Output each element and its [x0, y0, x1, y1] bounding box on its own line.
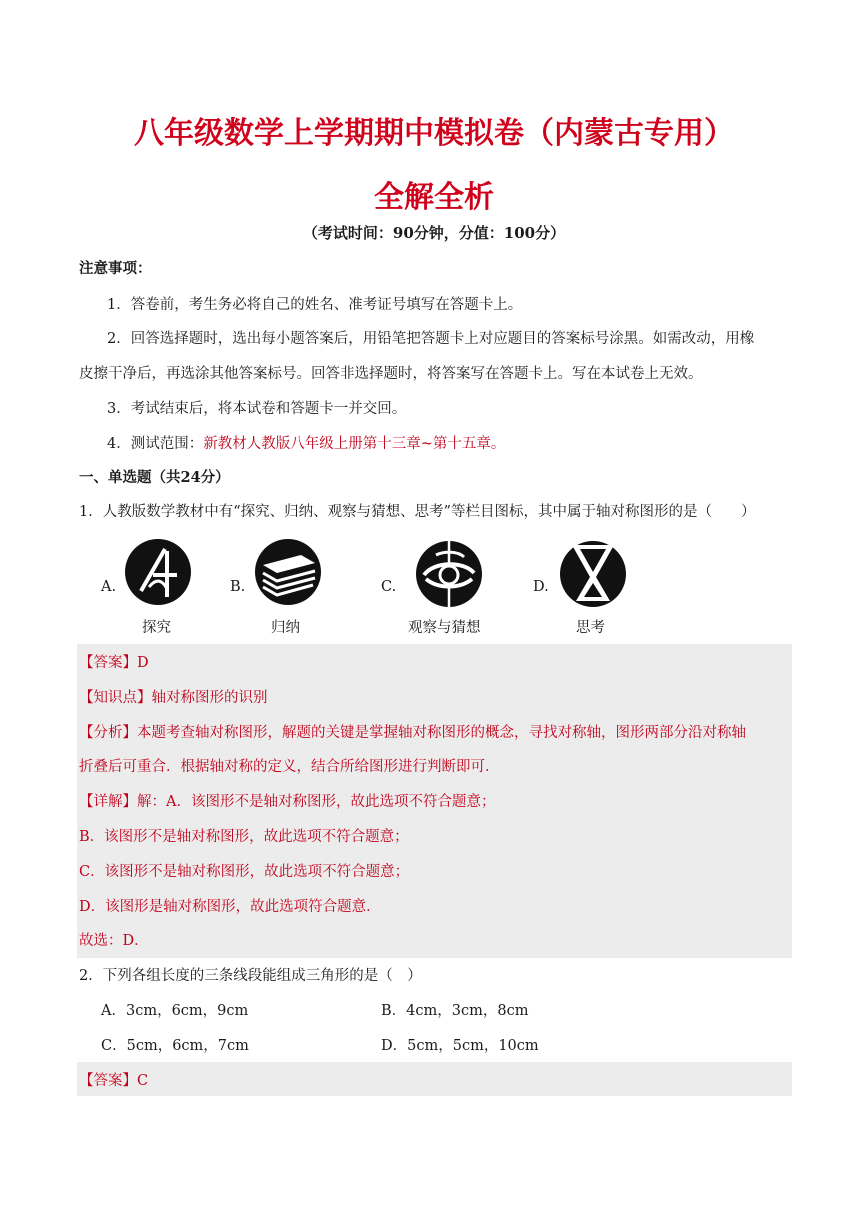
exam-info: （考试时间：90分钟，分值：100分） [302, 224, 566, 242]
q1-detail-line-1: 【详解】解：A．该图形不是轴对称图形，故此选项不符合题意； [79, 794, 496, 810]
notice-item-3: 3．考试结束后，将本试卷和答题卡一并交回。 [107, 401, 407, 417]
notice-item-2: 2．回答选择题时，选出每小题答案后，用铅笔把答题卡上对应题目的答案标号涂黑。如需改动，用橡 [107, 331, 755, 347]
section-heading: 一、单选题（共24分） [79, 469, 230, 486]
q2-option-d: D．5cm，5cm，10cm [381, 1038, 539, 1054]
page-title: 八年级数学上学期期中模拟卷（内蒙古专用） [134, 116, 734, 151]
explore-icon [123, 537, 193, 607]
q1-detail-line-2: B．该图形不是轴对称图形，故此选项不符合题意； [79, 829, 409, 845]
q1-knowledge: 【知识点】轴对称图形的识别 [79, 690, 268, 706]
q1-conclusion: 故选：D． [79, 933, 149, 949]
page-subtitle: 全解全析 [374, 180, 494, 215]
hourglass-icon [558, 539, 628, 609]
q1-option-c-label: 观察与猜想 [408, 620, 481, 636]
q2-answer-block [77, 1062, 792, 1096]
q1-answer: 【答案】D [79, 655, 149, 671]
books-icon [253, 537, 323, 607]
q1-option-c-letter: C. [381, 579, 397, 595]
q2-option-a: A．3cm，6cm，9cm [101, 1003, 249, 1019]
q1-option-d-label: 思考 [576, 620, 605, 636]
q1-analysis-line-2: 折叠后可重合．根据轴对称的定义，结合所给图形进行判断即可． [79, 759, 500, 775]
q1-stem: 1．人教版数学教材中有“探究、归纳、观察与猜想、思考”等栏目图标，其中属于轴对称图形的是（ ） [79, 504, 756, 520]
q1-detail-line-3: C．该图形不是轴对称图形，故此选项不符合题意； [79, 864, 410, 880]
q1-option-b-label: 归纳 [271, 620, 300, 636]
q1-option-b-letter: B. [230, 579, 246, 595]
q1-analysis-line-1: 【分析】本题考查轴对称图形，解题的关键是掌握轴对称图形的概念，寻找对称轴，图形两部分沿对称轴 [79, 725, 746, 741]
notice-item-1: 1．答卷前，考生务必将自己的姓名、准考证号填写在答题卡上。 [107, 297, 523, 313]
eye-icon [414, 539, 484, 609]
notice-item-2-cont: 皮擦干净后，再选涂其他答案标号。回答非选择题时，将答案写在答题卡上。写在本试卷上无效。 [79, 366, 703, 382]
notice-heading: 注意事项： [79, 260, 152, 277]
q1-option-a-letter: A. [101, 579, 117, 595]
q2-answer: 【答案】C [79, 1073, 149, 1089]
q2-stem: 2．下列各组长度的三条线段能组成三角形的是（ ） [79, 968, 422, 984]
scope-text: 新教材人教版八年级上册第十三章~第十五章。 [203, 436, 506, 452]
q2-option-b: B．4cm，3cm，8cm [381, 1003, 529, 1019]
q1-detail-line-4: D．该图形是轴对称图形，故此选项符合题意． [79, 899, 381, 915]
q1-option-d-letter: D. [533, 579, 549, 595]
scope-prefix: 4．测试范围： [107, 436, 204, 452]
q2-option-c: C．5cm，6cm，7cm [101, 1038, 249, 1054]
notice-item-4 [107, 434, 505, 454]
q1-option-a-label: 探究 [142, 620, 171, 636]
